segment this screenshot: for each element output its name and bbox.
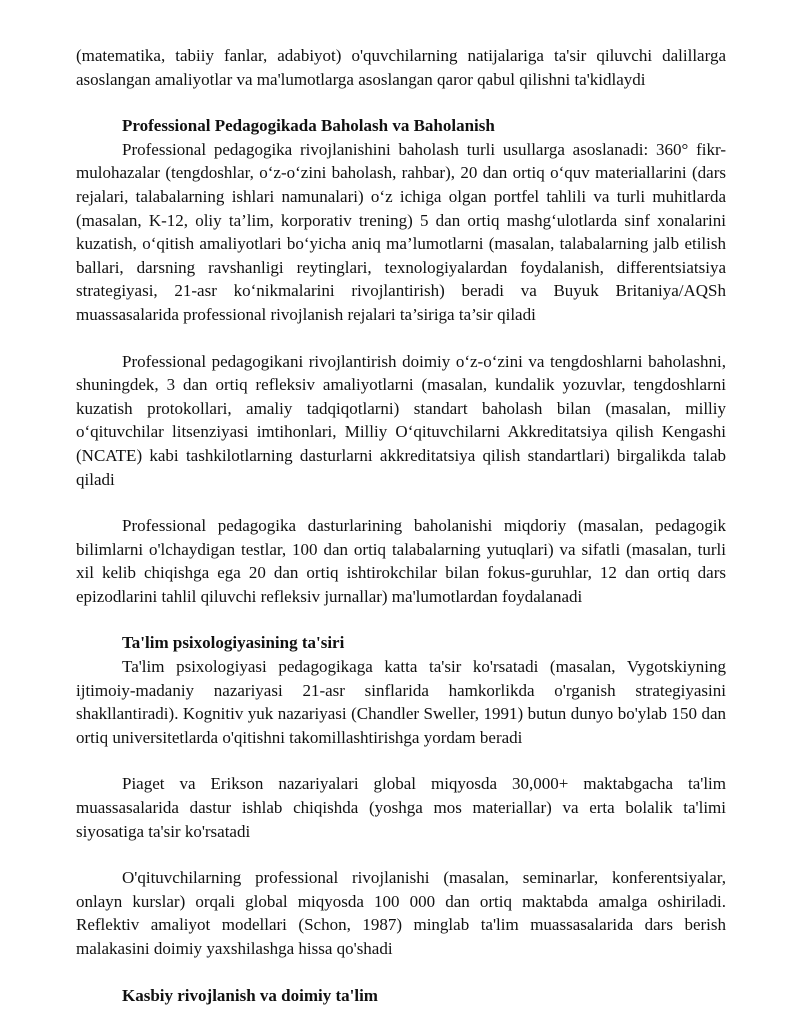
section-heading-assessment: Professional Pedagogikada Baholash va Baholanish	[122, 116, 495, 136]
spacer	[76, 491, 726, 514]
spacer	[76, 91, 726, 114]
spacer	[76, 961, 726, 984]
paragraph-program-evaluation: Professional pedagogika dasturlarining baholanishi miqdoriy (masalan, pedagogik bilimlarni o'lchaydigan testlar, 100 dan ortiq talabalarning yutuqlari) va sifatli (masalan, turli xil kelib chiqishga ega 20 dan ortiq ishtirokchilar bilan fokus-guruhlar, 12 dan ortiq dars epizodlarini tahlil qiluvchi refleksiv jurnallar) ma'lumotlardan foydalanadi	[76, 516, 726, 606]
paragraph-psychology-influence: Ta'lim psixologiyasi pedagogikaga katta ta'sir ko'rsatadi (masalan, Vygotskiyning ijtimoiy-madaniy nazariyasi 21-asr sinflarida hamkorlikda o'rganish strategiyasini shakllantiradi). Kognitiv yuk nazariyasi (Chandler Sweller, 1991) butun dunyo bo'ylab 150 dan ortiq universitetlarda o'qitishni takomillashtirishga yordam beradi	[76, 657, 726, 747]
paragraph-assessment-methods: Professional pedagogika rivojlanishini baholash turli usullarga asoslanadi: 360° fikr-mulohazalar (tengdoshlar, o‘z-o‘zini baholash, rahbar), 20 dan ortiq o‘quv materiallarini (dars rejalari, talabalarning ishlari namunalari) o‘z ichiga olgan portfel tahlili va turli muhitlarda (masalan, K-12, oliy ta’lim, korporativ trening) 5 dan ortiq mashg‘ulotlarda sinf xonalarini kuzatish, o‘qitish amaliyotlari bo‘yicha aniq ma’lumotlarni (masalan, talabalarning jalb etilish ballari, darsning ravshanligi reytinglari, texnologiyalardan foydalanish, differentsiatsiya strategiyasi, 21-asr ko‘nikmalarini rivojlantirish) beradi va Buyuk Britaniya/AQSh muassasalarida professional rivojlanish rejalari ta’siriga ta’sir qiladi	[76, 139, 726, 324]
paragraph-self-peer-assessment: Professional pedagogikani rivojlantirish doimiy o‘z-o‘zini va tengdoshlarni baholashni, shuningdek, 3 dan ortiq refleksiv amaliyotlarni (masalan, kundalik yozuvlar, tengdoshlarni kuzatish protokollari, amaliy tadqiqotlarni) standart baholash bilan (masalan, milliy o‘qituvchilar litsenziyasi imtihonlari, Milliy O‘qituvchilarni Akkreditatsiya qilish Kengashi (NCATE) kabi tashkilotlarning dasturlarni akkreditatsiya qilish standartlari) birgalikda talab qiladi	[76, 351, 726, 489]
spacer	[76, 843, 726, 866]
section-heading-professional-development: Kasbiy rivojlanish va doimiy ta'lim	[122, 985, 378, 1005]
spacer	[76, 327, 726, 350]
paragraph-teacher-development: O'qituvchilarning professional rivojlanishi (masalan, seminarlar, konferentsiyalar, onlayn kurslar) orqali global miqyosda 100 000 dan ortiq maktabda amalga oshiriladi. Reflektiv amaliyot modellari (Schon, 1987) minglab ta'lim muassasalarida dars berish malakasini doimiy yaxshilashga hissa qo'shadi	[76, 868, 726, 958]
spacer	[76, 608, 726, 631]
paragraph-piaget-erikson: Piaget va Erikson nazariyalari global miqyosda 30,000+ maktabgacha ta'lim muassasalarida dastur ishlab chiqishda (yoshga mos materiallar) va erta bolalik ta'limi siyosatiga ta'sir ko'rsatadi	[76, 774, 726, 841]
paragraph-continuation: (matematika, tabiiy fanlar, adabiyot) o'quvchilarning natijalariga ta'sir qiluvchi dalillarga asoslangan amaliyotlar va ma'lumotlarga asoslangan qaror qabul qilishni ta'kidlaydi	[76, 46, 726, 89]
section-heading-psychology: Ta'lim psixologiyasining ta'siri	[122, 633, 345, 653]
spacer	[76, 749, 726, 772]
